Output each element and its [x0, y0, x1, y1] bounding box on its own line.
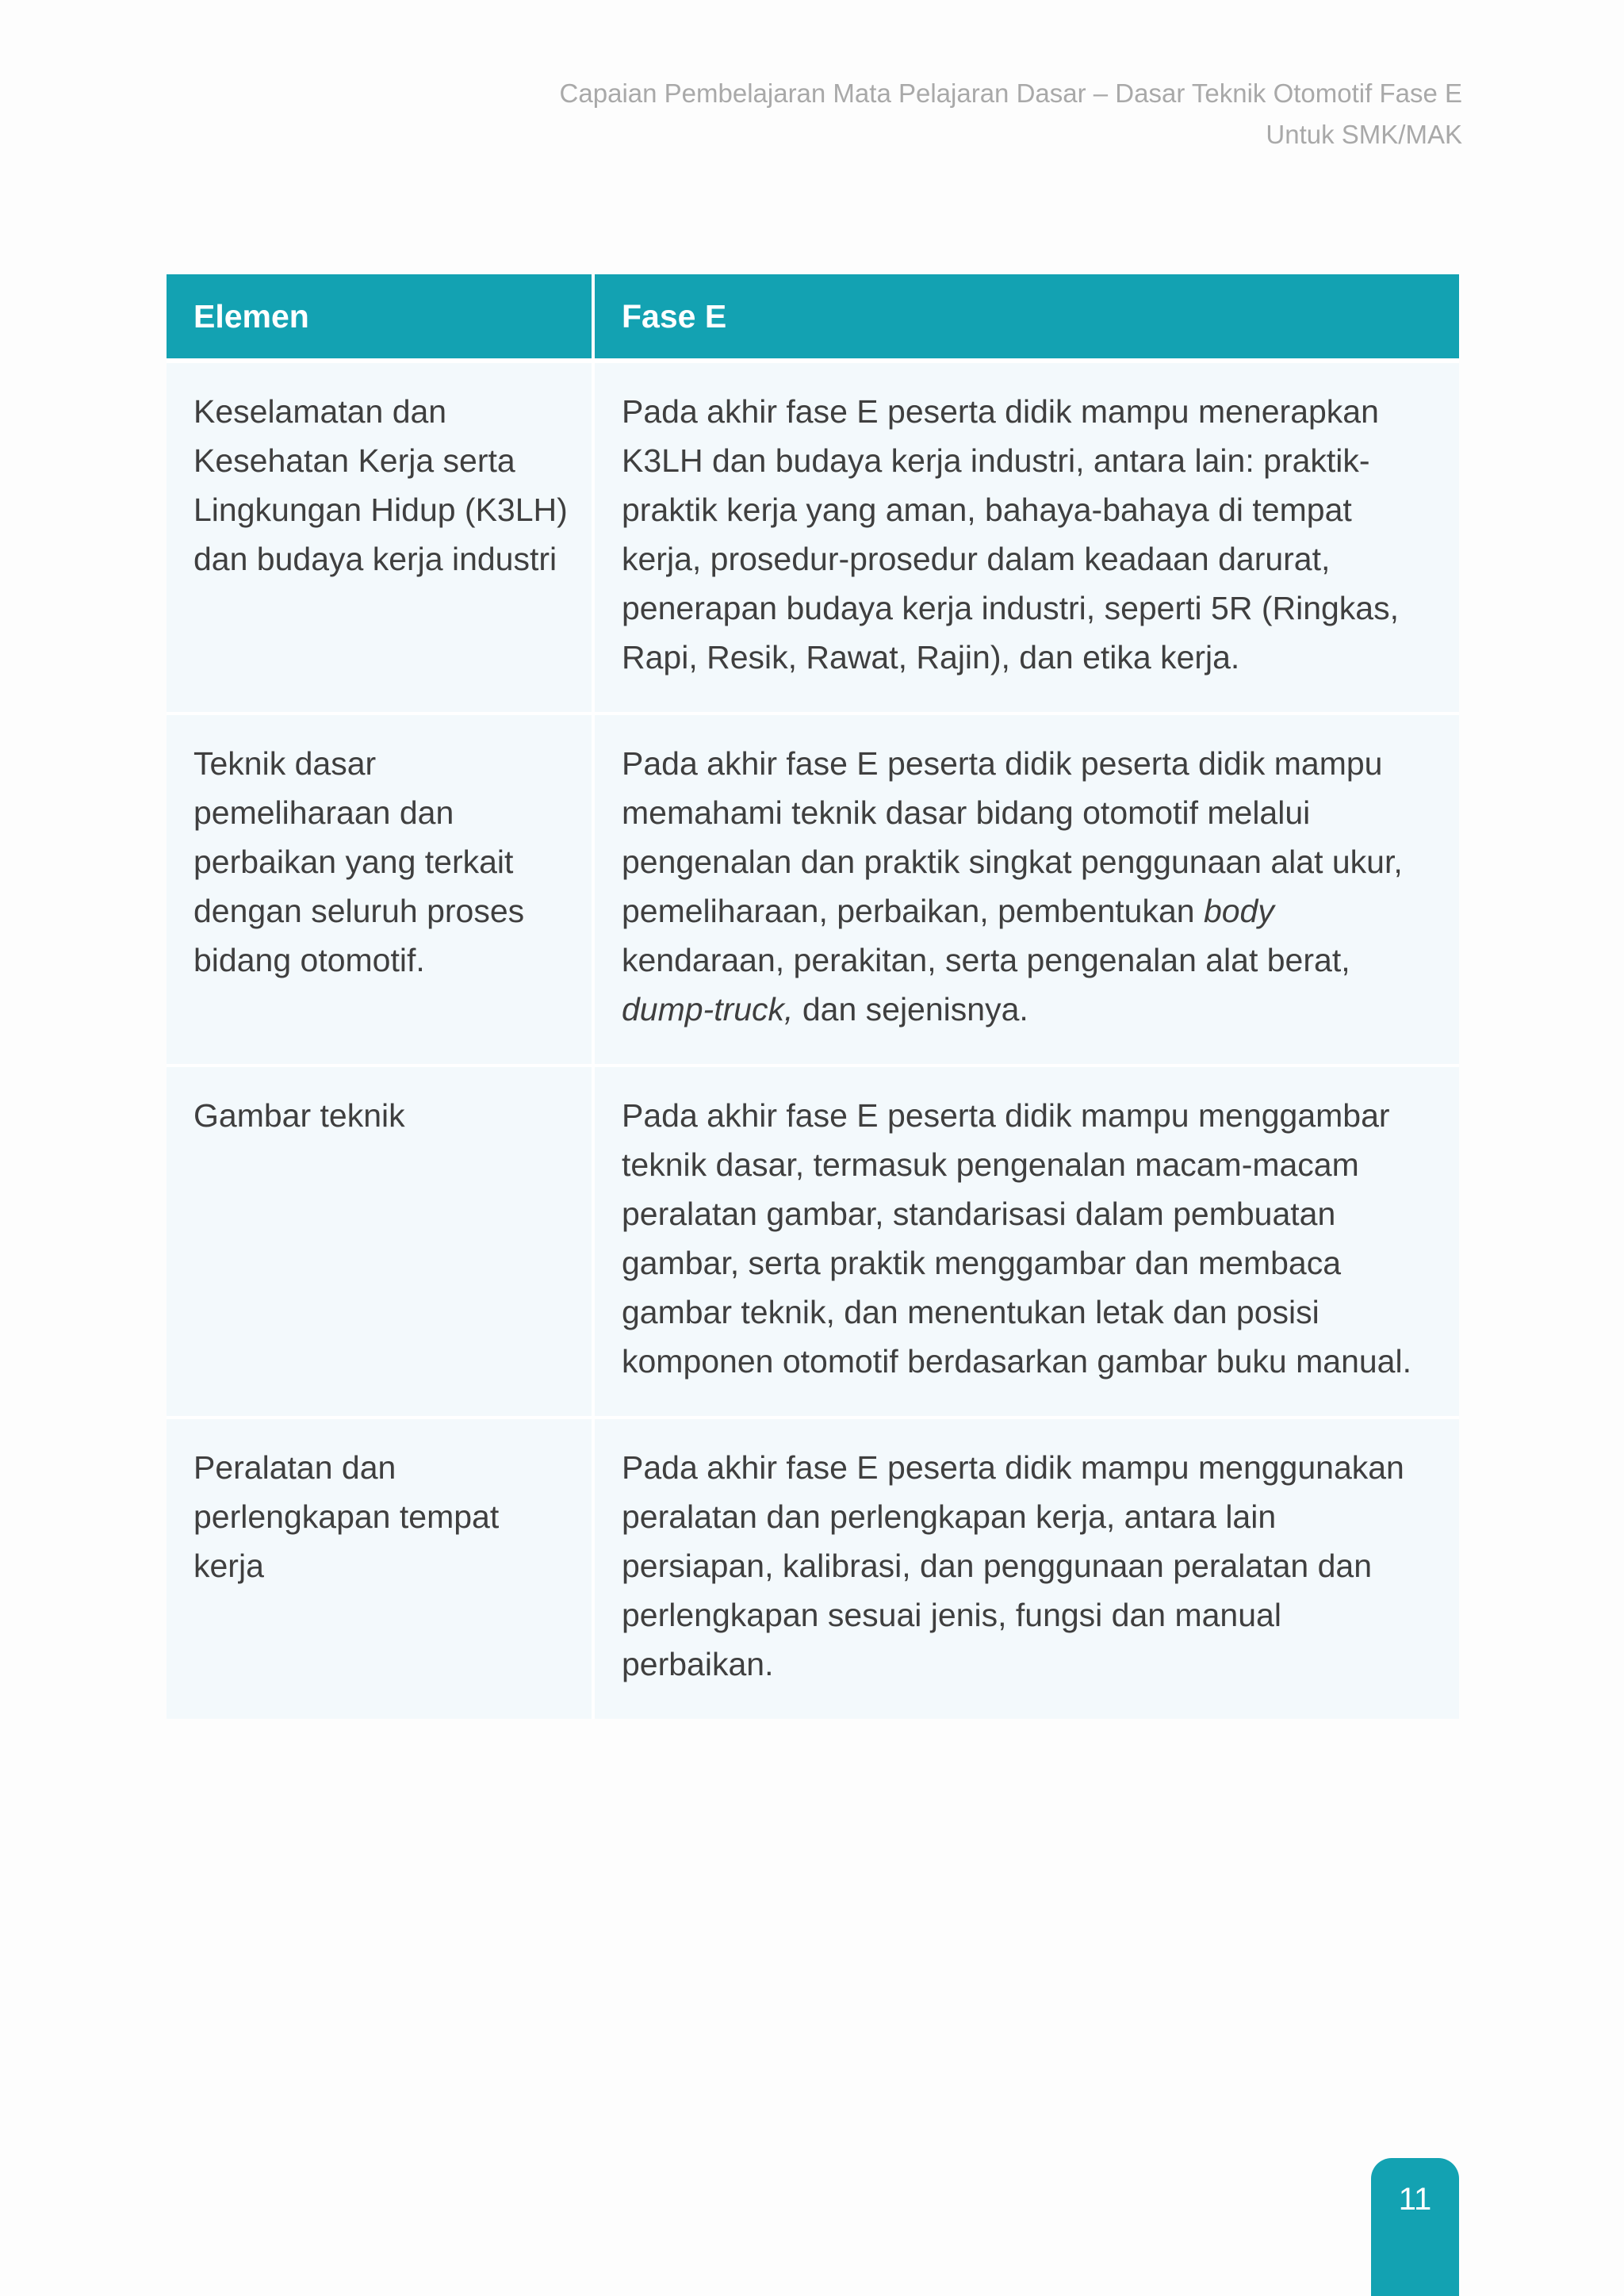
elemen-text: Gambar teknik [193, 1097, 405, 1134]
elemen-text: Teknik dasar pemeliharaan dan perbaikan yang terkait dengan seluruh proses bidang otomotif. [193, 745, 525, 978]
table-body [167, 358, 1459, 1719]
fase-e-text [622, 739, 1435, 1034]
running-header [560, 73, 1462, 155]
fase-e-text-part: kendaraan, perakitan, serta pengenalan alat berat, [622, 942, 1350, 978]
cell-elemen [167, 358, 595, 712]
column-header-fase-e: Fase E [595, 274, 1459, 358]
fase-e-text: Pada akhir fase E peserta didik mampu menggambar teknik dasar, termasuk pengenalan macam-macam peralatan gambar, standarisasi dalam pembuatan gambar, serta praktik menggambar dan membaca gambar teknik, dan menentukan letak dan posisi komponen otomotif berdasarkan gambar buku manual. [622, 1097, 1411, 1380]
cell-elemen [167, 712, 595, 1064]
table-row [167, 1064, 1459, 1416]
cell-fase-e [595, 1064, 1459, 1416]
fase-e-text-italic-dump-truck: dump-truck, [622, 991, 794, 1027]
curriculum-table [167, 274, 1459, 1719]
page-number-tab [1371, 2158, 1459, 2296]
table-header [167, 274, 1459, 358]
fase-e-text: Pada akhir fase E peserta didik mampu menggunakan peralatan dan perlengkapan kerja, antara lain persiapan, kalibrasi, dan penggunaan peralatan dan perlengkapan sesuai jenis, fungsi dan manual perbaikan. [622, 1449, 1404, 1682]
table-header-row [167, 274, 1459, 358]
fase-e-text-italic-body: body [1203, 893, 1274, 929]
curriculum-table-container [167, 274, 1459, 1719]
fase-e-text: Pada akhir fase E peserta didik mampu menerapkan K3LH dan budaya kerja industri, antara lain: praktik-praktik kerja yang aman, bahaya-bahaya di tempat kerja, prosedur-prosedur dalam keadaan darurat, penerapan budaya kerja industri, seperti 5R (Ringkas, Rapi, Resik, Rawat, Rajin), dan etika kerja. [622, 393, 1399, 675]
cell-elemen [167, 1416, 595, 1719]
column-header-elemen: Elemen [167, 274, 595, 358]
table-row [167, 712, 1459, 1064]
elemen-text: Peralatan dan perlengkapan tempat kerja [193, 1449, 500, 1584]
page-number: 11 [1398, 2182, 1432, 2217]
running-header-line-1: Capaian Pembelajaran Mata Pelajaran Dasar – Dasar Teknik Otomotif Fase E [559, 78, 1462, 108]
cell-fase-e [595, 712, 1459, 1064]
fase-e-text-part: dan sejenisnya. [793, 991, 1028, 1027]
cell-fase-e [595, 1416, 1459, 1719]
fase-e-text-part: Pada akhir fase E peserta didik peserta didik mampu memahami teknik dasar bidang otomotif melalui pengenalan dan praktik singkat penggunaan alat ukur, pemeliharaan, perbaikan, pembentukan [622, 745, 1403, 929]
cell-elemen [167, 1064, 595, 1416]
table-row [167, 1416, 1459, 1719]
cell-fase-e [595, 358, 1459, 712]
table-row [167, 358, 1459, 712]
elemen-text: Keselamatan dan Kesehatan Kerja serta Lingkungan Hidup (K3LH) dan budaya kerja industri [193, 393, 568, 577]
running-header-line-2: Untuk SMK/MAK [1266, 120, 1462, 149]
